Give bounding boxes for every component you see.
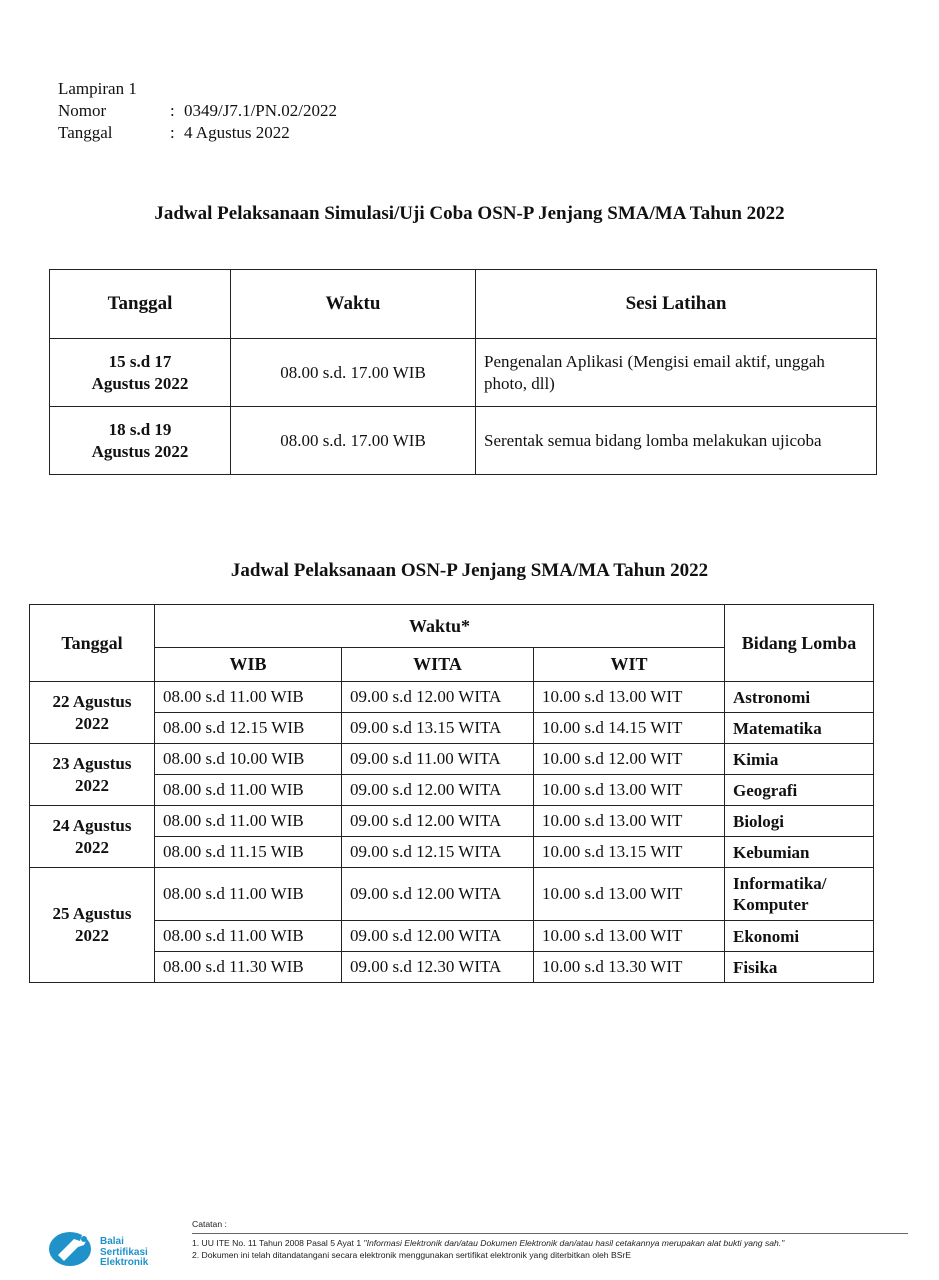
note-prefix: 1. UU ITE No. 11 Tahun 2008 Pasal 5 Ayat 1 bbox=[192, 1238, 364, 1248]
header-wita: WITA bbox=[342, 648, 534, 682]
bidang-cell: Astronomi bbox=[725, 682, 874, 713]
note-quote: "Informasi Elektronik dan/atau Dokumen Elektronik dan/atau hasil cetakannya merupakan alat bukti yang sah." bbox=[363, 1238, 785, 1248]
bsre-logo bbox=[48, 1225, 178, 1269]
time-cell: 08.00 s.d. 17.00 WIB bbox=[231, 407, 476, 475]
date-line: 2022 bbox=[75, 926, 109, 945]
table-row bbox=[30, 868, 874, 921]
bidang-cell: Matematika bbox=[725, 713, 874, 744]
tanggal-label: Tanggal bbox=[58, 123, 113, 142]
wib-cell: 08.00 s.d 11.00 WIB bbox=[155, 868, 342, 921]
note-item bbox=[192, 1237, 908, 1249]
logo-line: Sertifikasi bbox=[100, 1246, 148, 1258]
competition-schedule-table bbox=[29, 604, 874, 983]
simulation-schedule-table bbox=[49, 269, 877, 475]
wib-cell: 08.00 s.d 11.00 WIB bbox=[155, 806, 342, 837]
wit-cell: 10.00 s.d 13.00 WIT bbox=[534, 921, 725, 952]
table-row bbox=[30, 806, 874, 837]
session-cell: Pengenalan Aplikasi (Mengisi email aktif, unggah photo, dll) bbox=[476, 339, 877, 407]
simulation-schedule-title: Jadwal Pelaksanaan Simulasi/Uji Coba OSN-P Jenjang SMA/MA Tahun 2022 bbox=[154, 203, 785, 224]
logo-line: Balai bbox=[100, 1236, 124, 1247]
date-line: 2022 bbox=[75, 713, 109, 733]
table-row bbox=[30, 921, 874, 952]
session-cell: Serentak semua bidang lomba melakukan ujicoba bbox=[476, 407, 877, 475]
logo-line: Elektronik bbox=[100, 1257, 149, 1268]
date-cell bbox=[50, 339, 231, 407]
wit-cell: 10.00 s.d 13.00 WIT bbox=[534, 775, 725, 806]
bidang-line: Komputer bbox=[733, 895, 809, 914]
wit-cell: 10.00 s.d 13.00 WIT bbox=[534, 682, 725, 713]
tanggal-value: 4 Agustus 2022 bbox=[184, 123, 290, 142]
date-cell bbox=[30, 806, 155, 868]
lampiran-label: Lampiran 1 bbox=[58, 79, 137, 98]
table-row bbox=[50, 339, 877, 407]
wit-cell: 10.00 s.d 14.15 WIT bbox=[534, 713, 725, 744]
date-line: 2022 bbox=[75, 775, 109, 795]
wib-cell: 08.00 s.d 11.15 WIB bbox=[155, 837, 342, 868]
header-wib: WIB bbox=[155, 648, 342, 682]
time-cell: 08.00 s.d. 17.00 WIB bbox=[231, 339, 476, 407]
date-line: Agustus 2022 bbox=[91, 373, 189, 393]
wib-cell: 08.00 s.d 11.00 WIB bbox=[155, 775, 342, 806]
header-tanggal: Tanggal bbox=[50, 270, 231, 339]
footer-notes bbox=[192, 1217, 908, 1261]
wita-cell: 09.00 s.d 13.15 WITA bbox=[342, 713, 534, 744]
wita-cell: 09.00 s.d 12.00 WITA bbox=[342, 868, 534, 921]
nomor-separator: : bbox=[170, 101, 175, 120]
date-cell bbox=[30, 744, 155, 806]
date-cell bbox=[30, 682, 155, 744]
bidang-line: Informatika/ bbox=[733, 874, 827, 893]
wita-cell: 09.00 s.d 12.00 WITA bbox=[342, 806, 534, 837]
table-row bbox=[30, 713, 874, 744]
date-line: 2022 bbox=[75, 837, 109, 857]
header-tanggal: Tanggal bbox=[30, 605, 155, 682]
letter-metadata bbox=[58, 78, 337, 144]
wita-cell: 09.00 s.d 12.00 WITA bbox=[342, 775, 534, 806]
table-row bbox=[30, 837, 874, 868]
nomor-value: 0349/J7.1/PN.02/2022 bbox=[184, 101, 338, 120]
table-row bbox=[30, 952, 874, 983]
date-line: 22 Agustus bbox=[52, 691, 132, 711]
bidang-cell: Ekonomi bbox=[725, 921, 874, 952]
tanggal-separator: : bbox=[170, 123, 175, 142]
date-line: 18 s.d 19 bbox=[108, 419, 172, 439]
header-waktu: Waktu* bbox=[155, 605, 725, 648]
wit-cell: 10.00 s.d 13.30 WIT bbox=[534, 952, 725, 983]
wita-cell: 09.00 s.d 12.00 WITA bbox=[342, 921, 534, 952]
date-cell bbox=[50, 407, 231, 475]
wib-cell: 08.00 s.d 11.00 WIB bbox=[155, 682, 342, 713]
date-line: Agustus 2022 bbox=[91, 441, 189, 461]
wita-cell: 09.00 s.d 11.00 WITA bbox=[342, 744, 534, 775]
table-row bbox=[30, 775, 874, 806]
bidang-cell bbox=[725, 868, 874, 921]
competition-schedule-title: Jadwal Pelaksanaan OSN-P Jenjang SMA/MA Tahun 2022 bbox=[230, 560, 709, 581]
nomor-row bbox=[58, 100, 337, 122]
note-item: 2. Dokumen ini telah ditandatangani secara elektronik menggunakan sertifikat elektronik yang diterbitkan oleh BSrE bbox=[192, 1250, 632, 1260]
tanggal-row bbox=[58, 122, 337, 144]
wit-cell: 10.00 s.d 13.00 WIT bbox=[534, 806, 725, 837]
wita-cell: 09.00 s.d 12.15 WITA bbox=[342, 837, 534, 868]
table-header-row bbox=[30, 605, 874, 648]
nomor-label: Nomor bbox=[58, 101, 107, 120]
notes-divider bbox=[192, 1233, 908, 1234]
table-row bbox=[50, 407, 877, 475]
catatan-label: Catatan : bbox=[192, 1219, 227, 1229]
bidang-cell: Fisika bbox=[725, 952, 874, 983]
bidang-cell: Geografi bbox=[725, 775, 874, 806]
date-line: 24 Agustus bbox=[52, 815, 132, 835]
wit-cell: 10.00 s.d 12.00 WIT bbox=[534, 744, 725, 775]
bidang-cell: Kimia bbox=[725, 744, 874, 775]
date-cell bbox=[30, 868, 155, 983]
wita-cell: 09.00 s.d 12.00 WITA bbox=[342, 682, 534, 713]
wib-cell: 08.00 s.d 11.00 WIB bbox=[155, 921, 342, 952]
wib-cell: 08.00 s.d 11.30 WIB bbox=[155, 952, 342, 983]
date-line: 23 Agustus bbox=[52, 753, 132, 773]
table-header-row bbox=[50, 270, 877, 339]
wib-cell: 08.00 s.d 12.15 WIB bbox=[155, 713, 342, 744]
header-waktu: Waktu bbox=[231, 270, 476, 339]
date-line: 15 s.d 17 bbox=[108, 351, 172, 371]
wit-cell: 10.00 s.d 13.00 WIT bbox=[534, 868, 725, 921]
date-line: 25 Agustus bbox=[52, 904, 132, 923]
wita-cell: 09.00 s.d 12.30 WITA bbox=[342, 952, 534, 983]
bsre-emblem-icon bbox=[48, 1225, 98, 1269]
header-sesi-latihan: Sesi Latihan bbox=[476, 270, 877, 339]
bsre-logo-text bbox=[100, 1237, 148, 1269]
table-row bbox=[30, 744, 874, 775]
bidang-cell: Biologi bbox=[725, 806, 874, 837]
header-bidang-lomba: Bidang Lomba bbox=[725, 605, 874, 682]
bidang-cell: Kebumian bbox=[725, 837, 874, 868]
header-wit: WIT bbox=[534, 648, 725, 682]
wib-cell: 08.00 s.d 10.00 WIB bbox=[155, 744, 342, 775]
table-row bbox=[30, 682, 874, 713]
wit-cell: 10.00 s.d 13.15 WIT bbox=[534, 837, 725, 868]
footer bbox=[48, 1217, 908, 1273]
